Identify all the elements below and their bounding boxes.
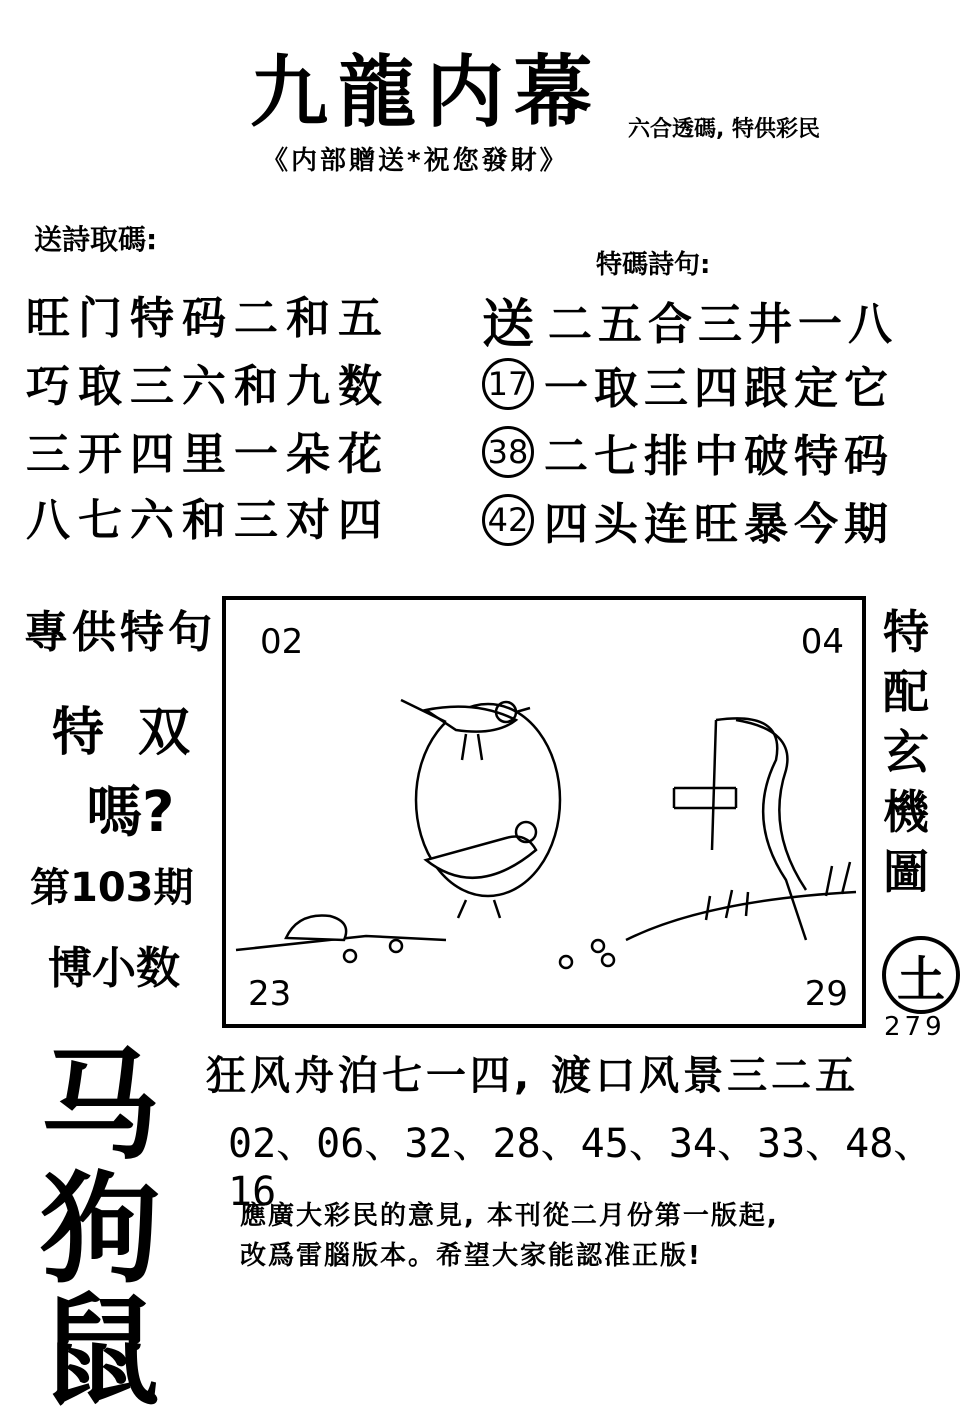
left-poem-line: 巧取三六和九数 [26,361,390,412]
corner-number: 04 [800,622,844,662]
left-poem-label: 送詩取碼: [34,223,158,256]
side-char: 玄 [883,725,929,779]
masthead-title: 九龍内幕 [250,47,603,138]
song-marker: 送 [482,295,541,355]
right-poem-text: 一取三四跟定它 [544,363,894,414]
side-char: 圖 [883,845,929,899]
animal-char: 马 [40,1035,160,1176]
left-poem-line: 三开四里一朵花 [26,429,390,480]
right-poem-text: 四头连旺暴今期 [544,499,894,550]
corner-number: 02 [260,622,304,662]
right-poem-text: 二五合三井一八 [548,298,899,350]
special-q2: 双 [138,703,191,763]
notice-line: 應廣大彩民的意見, 本刊從二月份第一版起, [240,1201,779,1231]
right-poem-line [482,488,894,552]
corner-number: 23 [248,974,292,1014]
animal-char: 鼠 [40,1281,160,1422]
left-poem-line: 八七六和三对四 [26,495,390,546]
side-char: 配 [883,665,929,719]
side-vertical-title [876,602,936,902]
right-poem-line [482,352,894,416]
side-char: 特 [883,605,929,659]
right-poem-label: 特碼詩句: [596,250,711,280]
animal-char: 狗 [40,1159,160,1300]
notice-line: 改爲雷腦版本。希望大家能認准正版! [240,1241,702,1271]
side-code: 279 [884,1012,946,1042]
notice [240,1196,779,1276]
right-poem-line [482,420,894,484]
number-list: 02、06、32、28、45、34、33、48、16 [228,1121,934,1215]
verse-line: 狂风舟泊七一四, 渡口风景三二五 [206,1053,860,1099]
picture-frame [222,596,866,1028]
circled-number: 17 [482,358,534,410]
corner-number: 29 [804,974,848,1014]
special-heading: 專供特句 [24,607,216,658]
left-poem-line: 旺门特码二和五 [26,293,390,344]
side-char: 機 [883,785,929,839]
right-poem-line [482,282,898,357]
tagline: 六合透碼, 特供彩民 [628,117,821,142]
circled-number: 38 [482,426,534,478]
special-note: 博小数 [48,943,180,994]
bird-illustration [226,600,862,1024]
circled-number: 42 [482,494,534,546]
special-q3: 嗎? [86,780,175,845]
subtitle: 《内部贈送*祝您發財》 [262,146,569,176]
special-q1: 特 [52,703,105,763]
zodiac-char: 土 [896,951,945,1008]
zodiac-badge [882,936,960,1014]
right-poem-text: 二七排中破特码 [544,431,894,482]
issue-number: 第103期 [30,865,194,911]
